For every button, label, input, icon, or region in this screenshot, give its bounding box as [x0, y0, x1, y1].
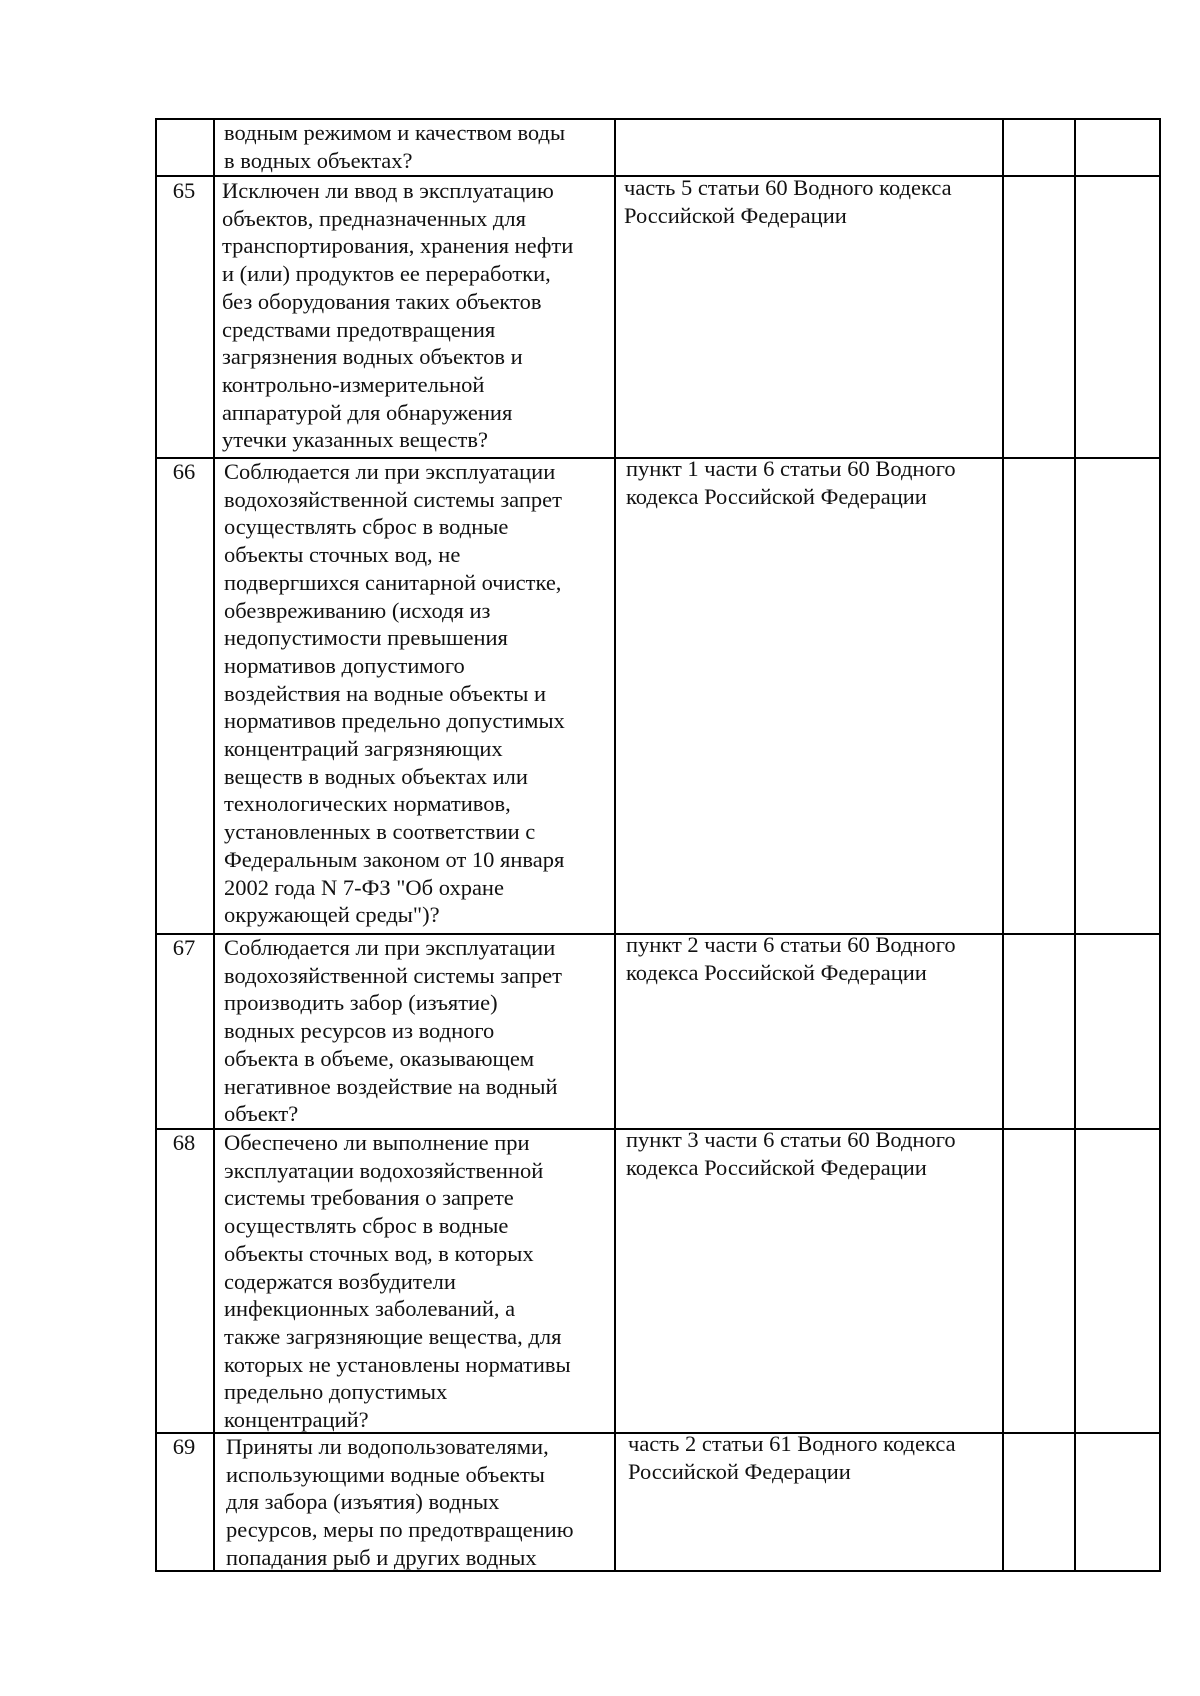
table-border-left [155, 118, 157, 1572]
question-cell: Обеспечено ли выполнение при эксплуатации водохозяйственной системы требования о запрете осуществлять сброс в водные объекты сточных вод, в которых содержатся возбудители инфекционных заболеваний, а также загрязняющие вещества, для которых не установлены нормативы предельно допустимых концентраций? [224, 1130, 571, 1433]
row-number: 66 [172, 459, 196, 484]
reference-cell: пункт 1 части 6 статьи 60 Водного кодекса Российской Федерации [626, 456, 956, 509]
question-cell: Соблюдается ли при эксплуатации водохозяйственной системы запрет осуществлять сброс в водные объекты сточных вод, не подвергшихся санитарной очистке, обезвреживанию (исходя из недопустимости превышения нормативов допустимого воздействия на водные объекты и нормативов предельно допустимых концентраций загрязняющих веществ в водных объектах или технологических нормативов, установленных в соответствии с Федеральным законом от 10 января 2002 года N 7-ФЗ "Об охране окружающей среды")? [224, 459, 565, 928]
row-number: 67 [172, 935, 196, 960]
column-divider [1002, 118, 1004, 1572]
question-cell: Исключен ли ввод в эксплуатацию объектов, предназначенных для транспортирования, хранения нефти и (или) продуктов ее переработки, без оборудования таких объектов средствами предотвращения загрязнения водных объектов и контрольно-измерительной аппаратурой для обнаружения утечки указанных веществ? [222, 178, 574, 453]
question-cell: Приняты ли водопользователями, использующими водные объекты для забора (изъятия) водных ресурсов, меры по предотвращению попадания рыб и других водных [226, 1434, 574, 1570]
reference-cell: часть 5 статьи 60 Водного кодекса Российской Федерации [624, 175, 952, 228]
row-number: 68 [172, 1130, 196, 1155]
reference-cell: часть 2 статьи 61 Водного кодекса Российской Федерации [628, 1431, 956, 1484]
row-number: 69 [172, 1434, 196, 1459]
column-divider [614, 118, 616, 1572]
row-number: 65 [172, 178, 196, 203]
table-border-right [1159, 118, 1161, 1572]
reference-cell: пункт 2 части 6 статьи 60 Водного кодекса Российской Федерации [626, 932, 956, 985]
column-divider [213, 118, 215, 1572]
reference-cell: пункт 3 части 6 статьи 60 Водного кодекса Российской Федерации [626, 1127, 956, 1180]
question-cell: водным режимом и качеством воды в водных объектах? [224, 120, 566, 173]
column-divider [1074, 118, 1076, 1572]
question-cell: Соблюдается ли при эксплуатации водохозяйственной системы запрет производить забор (изъятие) водных ресурсов из водного объекта в объеме, оказывающем негативное воздействие на водный объект? [224, 935, 562, 1127]
